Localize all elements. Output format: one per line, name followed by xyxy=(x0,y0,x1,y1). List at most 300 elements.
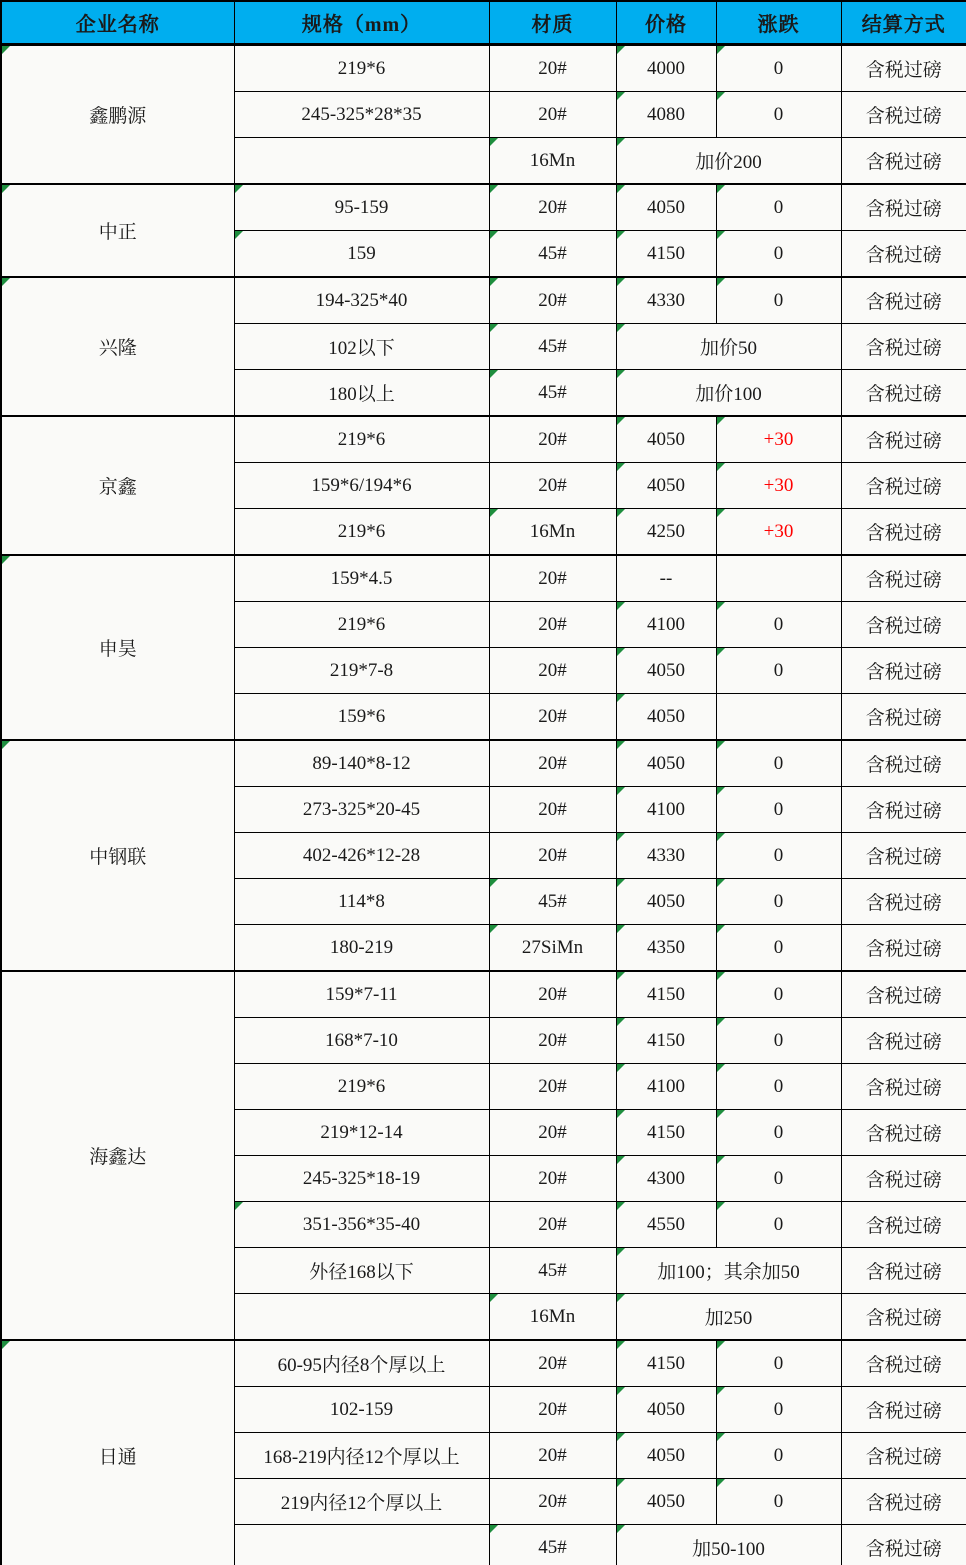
material-cell[interactable] xyxy=(489,184,616,231)
settlement-cell[interactable] xyxy=(841,1018,966,1064)
settlement-cell[interactable] xyxy=(841,1387,966,1433)
price-cell-value: 4250 xyxy=(647,520,685,542)
cell-flag-icon xyxy=(2,185,10,193)
change-cell[interactable] xyxy=(716,787,841,833)
settlement-cell-value: 含税过磅 xyxy=(865,1124,942,1145)
material-cell[interactable] xyxy=(489,787,616,833)
price-cell[interactable] xyxy=(616,879,716,925)
price-adjust-cell-value: 加100；其余加50 xyxy=(657,1262,800,1283)
price-cell[interactable] xyxy=(616,555,716,602)
settlement-cell[interactable] xyxy=(841,648,966,694)
settlement-cell[interactable] xyxy=(841,416,966,463)
header-cell-settlement[interactable]: 结算方式 xyxy=(841,1,966,45)
header-cell-price[interactable]: 价格 xyxy=(616,1,716,45)
settlement-cell[interactable] xyxy=(841,1202,966,1248)
price-cell[interactable] xyxy=(616,184,716,231)
price-adjust-cell[interactable] xyxy=(616,1525,841,1565)
cell-flag-icon xyxy=(235,1202,243,1210)
settlement-cell-value: 含税过磅 xyxy=(865,847,942,868)
change-cell-value: 0 xyxy=(773,613,784,635)
spec-cell[interactable] xyxy=(234,925,489,972)
price-cell[interactable] xyxy=(616,1156,716,1202)
price-cell[interactable] xyxy=(616,1018,716,1064)
settlement-cell[interactable] xyxy=(841,1156,966,1202)
settlement-cell-value: 含税过磅 xyxy=(865,1401,942,1422)
price-cell-value: 4150 xyxy=(647,983,685,1005)
cell-flag-icon xyxy=(717,925,725,933)
material-cell[interactable] xyxy=(489,1387,616,1433)
spec-cell-value: 外径168以下 xyxy=(309,1262,414,1283)
cell-flag-icon xyxy=(617,602,625,610)
spec-cell-value: 159*4.5 xyxy=(330,567,393,589)
settlement-cell[interactable] xyxy=(841,879,966,925)
material-cell[interactable] xyxy=(489,1064,616,1110)
settlement-cell[interactable] xyxy=(841,277,966,324)
settlement-cell[interactable] xyxy=(841,1433,966,1479)
company-cell-value: 中钢联 xyxy=(89,847,147,868)
cell-flag-icon xyxy=(717,1479,725,1487)
table-row xyxy=(1,555,966,602)
change-cell[interactable] xyxy=(716,277,841,324)
settlement-cell[interactable] xyxy=(841,1110,966,1156)
cell-flag-icon xyxy=(717,417,725,425)
settlement-cell[interactable] xyxy=(841,92,966,138)
price-adjust-cell[interactable] xyxy=(616,324,841,370)
price-adjust-cell[interactable] xyxy=(616,1248,841,1294)
settlement-cell[interactable] xyxy=(841,1340,966,1387)
price-cell[interactable] xyxy=(616,463,716,509)
spec-cell[interactable] xyxy=(234,463,489,509)
price-cell-value: 4050 xyxy=(647,659,685,681)
cell-flag-icon xyxy=(617,1433,625,1441)
change-cell[interactable] xyxy=(716,45,841,92)
material-cell[interactable] xyxy=(489,1433,616,1479)
price-cell-value: 4150 xyxy=(647,1352,685,1374)
material-cell[interactable] xyxy=(489,1110,616,1156)
material-cell[interactable] xyxy=(489,971,616,1018)
spec-cell-value: 245-325*28*35 xyxy=(301,103,422,125)
cell-flag-icon xyxy=(617,509,625,517)
spec-cell[interactable] xyxy=(234,1064,489,1110)
spec-cell[interactable] xyxy=(234,879,489,925)
price-cell[interactable] xyxy=(616,787,716,833)
price-cell[interactable] xyxy=(616,694,716,741)
cell-flag-icon xyxy=(490,231,498,239)
company-cell-value: 中正 xyxy=(98,222,137,243)
price-cell[interactable] xyxy=(616,602,716,648)
change-cell[interactable] xyxy=(716,1156,841,1202)
settlement-cell[interactable] xyxy=(841,925,966,972)
price-cell-value: 4000 xyxy=(647,57,685,79)
company-cell[interactable] xyxy=(1,971,234,1340)
price-adjust-cell-value: 加价100 xyxy=(695,384,762,405)
cell-flag-icon xyxy=(235,185,243,193)
cell-flag-icon xyxy=(490,1294,498,1302)
settlement-cell[interactable] xyxy=(841,45,966,92)
settlement-cell[interactable] xyxy=(841,1248,966,1294)
material-cell[interactable] xyxy=(489,370,616,417)
cell-flag-icon xyxy=(617,417,625,425)
cell-flag-icon xyxy=(617,1387,625,1395)
spec-cell[interactable] xyxy=(234,1018,489,1064)
cell-flag-icon xyxy=(617,787,625,795)
spec-cell[interactable] xyxy=(234,1525,489,1565)
spec-cell-value: 60-95内径8个厚以上 xyxy=(277,1355,446,1376)
change-cell[interactable] xyxy=(716,416,841,463)
spec-cell[interactable] xyxy=(234,184,489,231)
spec-cell[interactable] xyxy=(234,1294,489,1341)
price-cell[interactable] xyxy=(616,1479,716,1525)
change-cell[interactable] xyxy=(716,971,841,1018)
company-cell-value: 鑫鹏源 xyxy=(89,106,147,127)
settlement-cell[interactable] xyxy=(841,787,966,833)
spec-cell-value: 95-159 xyxy=(334,196,389,218)
price-cell[interactable] xyxy=(616,45,716,92)
settlement-cell[interactable] xyxy=(841,231,966,278)
settlement-cell-value: 含税过磅 xyxy=(865,431,942,452)
material-cell-value: 20# xyxy=(538,659,567,681)
price-cell-value: 4550 xyxy=(647,1213,685,1235)
price-cell-value: 4150 xyxy=(647,242,685,264)
spec-cell-value: 219*6 xyxy=(337,1075,386,1097)
spec-cell[interactable] xyxy=(234,231,489,278)
company-cell[interactable] xyxy=(1,1340,234,1565)
spec-cell[interactable] xyxy=(234,324,489,370)
settlement-cell[interactable] xyxy=(841,138,966,185)
settlement-cell-value: 含税过磅 xyxy=(865,662,942,683)
cell-flag-icon xyxy=(490,509,498,517)
spec-cell-value: 219*7-8 xyxy=(329,659,394,681)
settlement-cell-value: 含税过磅 xyxy=(865,106,942,127)
spec-cell[interactable] xyxy=(234,602,489,648)
company-cell-value: 日通 xyxy=(98,1447,137,1468)
spec-cell-value: 219*6 xyxy=(337,520,386,542)
price-cell[interactable] xyxy=(616,1064,716,1110)
price-cell[interactable] xyxy=(616,509,716,556)
price-cell-value: 4100 xyxy=(647,613,685,635)
settlement-cell-value: 含税过磅 xyxy=(865,570,942,591)
table-row xyxy=(1,45,966,92)
spec-cell[interactable] xyxy=(234,648,489,694)
price-cell-value: 4050 xyxy=(647,1444,685,1466)
cell-flag-icon xyxy=(617,1341,625,1349)
change-cell[interactable] xyxy=(716,925,841,972)
cell-flag-icon xyxy=(617,694,625,702)
material-cell[interactable] xyxy=(489,1340,616,1387)
header-row xyxy=(1,1,966,45)
material-cell[interactable] xyxy=(489,602,616,648)
material-cell[interactable] xyxy=(489,92,616,138)
spec-cell-value: 159 xyxy=(347,242,376,264)
material-cell[interactable] xyxy=(489,138,616,185)
change-cell[interactable] xyxy=(716,694,841,741)
spec-cell[interactable] xyxy=(234,509,489,556)
header-cell-material[interactable]: 材质 xyxy=(489,1,616,45)
cell-flag-icon xyxy=(717,833,725,841)
change-cell-value: +30 xyxy=(763,474,794,496)
material-cell[interactable] xyxy=(489,1294,616,1341)
spec-cell-value: 114*8 xyxy=(338,890,385,912)
settlement-cell[interactable] xyxy=(841,694,966,741)
settlement-cell[interactable] xyxy=(841,602,966,648)
change-cell[interactable] xyxy=(716,1202,841,1248)
material-cell-value: 20# xyxy=(538,1213,567,1235)
spec-cell[interactable] xyxy=(234,1248,489,1294)
material-cell[interactable] xyxy=(489,1202,616,1248)
spec-cell[interactable] xyxy=(234,971,489,1018)
settlement-cell[interactable] xyxy=(841,1294,966,1341)
settlement-cell[interactable] xyxy=(841,1525,966,1565)
price-cell[interactable] xyxy=(616,277,716,324)
price-cell-value: 4100 xyxy=(647,1075,685,1097)
cell-flag-icon xyxy=(717,92,725,100)
price-adjust-cell[interactable] xyxy=(616,1294,841,1341)
change-cell[interactable] xyxy=(716,648,841,694)
spec-cell[interactable] xyxy=(234,555,489,602)
spec-cell[interactable] xyxy=(234,277,489,324)
cell-flag-icon xyxy=(617,1294,625,1302)
spec-cell[interactable] xyxy=(234,1110,489,1156)
settlement-cell-value: 含税过磅 xyxy=(865,801,942,822)
cell-flag-icon xyxy=(617,185,625,193)
company-cell[interactable] xyxy=(1,740,234,971)
change-cell-value: 0 xyxy=(773,936,784,958)
spec-cell[interactable] xyxy=(234,1340,489,1387)
change-cell-value: 0 xyxy=(773,798,784,820)
table-row xyxy=(1,184,966,231)
settlement-cell[interactable] xyxy=(841,971,966,1018)
spec-cell[interactable] xyxy=(234,1433,489,1479)
settlement-cell-value: 含税过磅 xyxy=(865,1032,942,1053)
spec-cell[interactable] xyxy=(234,370,489,417)
cell-flag-icon xyxy=(717,648,725,656)
material-cell[interactable] xyxy=(489,463,616,509)
price-cell[interactable] xyxy=(616,416,716,463)
table-row xyxy=(1,740,966,787)
spec-cell[interactable] xyxy=(234,1156,489,1202)
spec-cell-value: 102以下 xyxy=(328,338,395,359)
cell-flag-icon xyxy=(2,556,10,564)
change-cell[interactable] xyxy=(716,1018,841,1064)
spec-cell[interactable] xyxy=(234,45,489,92)
cell-flag-icon xyxy=(617,278,625,286)
settlement-cell[interactable] xyxy=(841,1479,966,1525)
cell-flag-icon xyxy=(490,324,498,332)
price-cell-value: 4150 xyxy=(647,1029,685,1051)
change-cell-value: 0 xyxy=(773,983,784,1005)
price-cell[interactable] xyxy=(616,648,716,694)
cell-flag-icon xyxy=(617,1018,625,1026)
price-cell-value: 4050 xyxy=(647,752,685,774)
settlement-cell-value: 含税过磅 xyxy=(865,245,942,266)
settlement-cell-value: 含税过磅 xyxy=(865,152,942,173)
material-cell[interactable] xyxy=(489,231,616,278)
price-cell-value: 4350 xyxy=(647,936,685,958)
price-cell[interactable] xyxy=(616,833,716,879)
spec-cell[interactable] xyxy=(234,694,489,741)
cell-flag-icon xyxy=(717,1433,725,1441)
change-cell-value: 0 xyxy=(773,1352,784,1374)
change-cell[interactable] xyxy=(716,1387,841,1433)
material-cell-value: 20# xyxy=(538,752,567,774)
change-cell-value: 0 xyxy=(773,1075,784,1097)
price-cell[interactable] xyxy=(616,740,716,787)
header-cell-spec[interactable]: 规格（mm） xyxy=(234,1,489,45)
settlement-cell-value: 含税过磅 xyxy=(865,755,942,776)
company-cell[interactable] xyxy=(1,184,234,277)
cell-flag-icon xyxy=(617,741,625,749)
header-cell-change[interactable]: 涨跌 xyxy=(716,1,841,45)
settlement-cell-value: 含税过磅 xyxy=(865,1078,942,1099)
cell-flag-icon xyxy=(717,879,725,887)
cell-flag-icon xyxy=(717,231,725,239)
cell-flag-icon xyxy=(617,1479,625,1487)
price-cell[interactable] xyxy=(616,92,716,138)
price-cell[interactable] xyxy=(616,231,716,278)
spec-cell-value: 168-219内径12个厚以上 xyxy=(263,1447,460,1468)
change-cell-value: +30 xyxy=(763,428,794,450)
spec-cell[interactable] xyxy=(234,1479,489,1525)
change-cell-value: 0 xyxy=(773,242,784,264)
spec-cell[interactable] xyxy=(234,416,489,463)
material-cell[interactable] xyxy=(489,925,616,972)
material-cell[interactable] xyxy=(489,879,616,925)
settlement-cell[interactable] xyxy=(841,509,966,556)
spec-cell[interactable] xyxy=(234,1387,489,1433)
cell-flag-icon xyxy=(490,879,498,887)
material-cell[interactable] xyxy=(489,1479,616,1525)
cell-flag-icon xyxy=(617,46,625,54)
settlement-cell-value: 含税过磅 xyxy=(865,60,942,81)
settlement-cell-value: 含税过磅 xyxy=(865,1447,942,1468)
company-cell[interactable] xyxy=(1,555,234,740)
change-cell[interactable] xyxy=(716,1479,841,1525)
settlement-cell[interactable] xyxy=(841,833,966,879)
change-cell[interactable] xyxy=(716,92,841,138)
cell-flag-icon xyxy=(617,833,625,841)
change-cell[interactable] xyxy=(716,1340,841,1387)
cell-flag-icon xyxy=(617,648,625,656)
cell-flag-icon xyxy=(717,1202,725,1210)
price-cell[interactable] xyxy=(616,1387,716,1433)
price-cell[interactable] xyxy=(616,925,716,972)
price-cell[interactable] xyxy=(616,1202,716,1248)
settlement-cell[interactable] xyxy=(841,740,966,787)
change-cell[interactable] xyxy=(716,555,841,602)
settlement-cell-value: 含税过磅 xyxy=(865,1493,942,1514)
settlement-cell[interactable] xyxy=(841,370,966,417)
settlement-cell[interactable] xyxy=(841,1064,966,1110)
price-cell[interactable] xyxy=(616,971,716,1018)
change-cell[interactable] xyxy=(716,1064,841,1110)
spec-cell[interactable] xyxy=(234,787,489,833)
cell-flag-icon xyxy=(490,925,498,933)
cell-flag-icon xyxy=(235,231,243,239)
material-cell-value: 20# xyxy=(538,1444,567,1466)
price-cell-value: 4330 xyxy=(647,289,685,311)
price-cell[interactable] xyxy=(616,1110,716,1156)
material-cell[interactable] xyxy=(489,509,616,556)
change-cell[interactable] xyxy=(716,833,841,879)
material-cell-value: 20# xyxy=(538,196,567,218)
material-cell[interactable] xyxy=(489,45,616,92)
price-adjust-cell[interactable] xyxy=(616,370,841,417)
spec-cell-value: 168*7-10 xyxy=(325,1029,398,1051)
material-cell[interactable] xyxy=(489,694,616,741)
change-cell[interactable] xyxy=(716,1433,841,1479)
change-cell[interactable] xyxy=(716,602,841,648)
spec-cell-value: 89-140*8-12 xyxy=(312,752,411,774)
price-adjust-cell[interactable] xyxy=(616,138,841,185)
settlement-cell[interactable] xyxy=(841,555,966,602)
settlement-cell[interactable] xyxy=(841,184,966,231)
settlement-cell-value: 含税过磅 xyxy=(865,616,942,637)
cell-flag-icon xyxy=(617,1064,625,1072)
change-cell-value: 0 xyxy=(773,1398,784,1420)
settlement-cell-value: 含税过磅 xyxy=(865,199,942,220)
settlement-cell[interactable] xyxy=(841,463,966,509)
spec-cell[interactable] xyxy=(234,138,489,185)
header-cell-company[interactable]: 企业名称 xyxy=(1,1,234,45)
material-cell[interactable] xyxy=(489,416,616,463)
table-row xyxy=(1,971,966,1018)
spec-cell[interactable] xyxy=(234,833,489,879)
price-cell[interactable] xyxy=(616,1433,716,1479)
spec-cell[interactable] xyxy=(234,92,489,138)
material-cell[interactable] xyxy=(489,277,616,324)
material-cell[interactable] xyxy=(489,1018,616,1064)
material-cell[interactable] xyxy=(489,555,616,602)
spec-cell-value: 180以上 xyxy=(328,384,395,405)
spec-cell[interactable] xyxy=(234,1202,489,1248)
material-cell[interactable] xyxy=(489,740,616,787)
cell-flag-icon xyxy=(717,46,725,54)
change-cell[interactable] xyxy=(716,463,841,509)
company-cell[interactable] xyxy=(1,416,234,555)
company-cell[interactable] xyxy=(1,277,234,416)
table-row xyxy=(1,1340,966,1387)
settlement-cell[interactable] xyxy=(841,324,966,370)
change-cell[interactable] xyxy=(716,184,841,231)
spec-cell-value: 351-356*35-40 xyxy=(302,1213,421,1235)
material-cell-value: 20# xyxy=(538,103,567,125)
spec-cell-value: 159*6/194*6 xyxy=(311,474,412,496)
cell-flag-icon xyxy=(2,1341,10,1349)
material-cell[interactable] xyxy=(489,324,616,370)
price-cell-value: 4050 xyxy=(647,890,685,912)
spec-cell-value: 273-325*20-45 xyxy=(302,798,421,820)
price-adjust-cell-value: 加价200 xyxy=(695,152,762,173)
change-cell[interactable] xyxy=(716,231,841,278)
change-cell-value: 0 xyxy=(773,103,784,125)
cell-flag-icon xyxy=(617,463,625,471)
change-cell[interactable] xyxy=(716,509,841,556)
change-cell[interactable] xyxy=(716,1110,841,1156)
change-cell[interactable] xyxy=(716,879,841,925)
material-cell[interactable] xyxy=(489,833,616,879)
material-cell[interactable] xyxy=(489,1525,616,1565)
company-cell[interactable] xyxy=(1,45,234,185)
material-cell[interactable] xyxy=(489,1156,616,1202)
price-cell[interactable] xyxy=(616,1340,716,1387)
cell-flag-icon xyxy=(617,231,625,239)
change-cell-value: 0 xyxy=(773,844,784,866)
material-cell[interactable] xyxy=(489,1248,616,1294)
change-cell[interactable] xyxy=(716,740,841,787)
spec-cell[interactable] xyxy=(234,740,489,787)
spec-cell-value: 219*6 xyxy=(337,428,386,450)
material-cell[interactable] xyxy=(489,648,616,694)
